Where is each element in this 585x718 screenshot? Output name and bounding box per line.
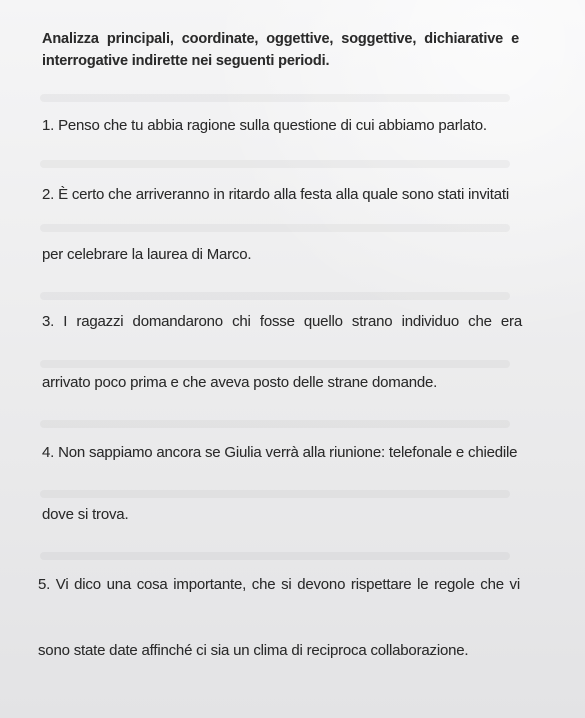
exercise-title-line-2: interrogative indirette nei seguenti periodi. — [42, 53, 330, 69]
bleed-through-line — [40, 160, 510, 168]
bleed-through-line — [40, 224, 510, 232]
sentence-2-line-1: 2. È certo che arriveranno in ritardo alla festa alla quale sono stati invitati — [42, 186, 509, 203]
sentence-2-line-2: per celebrare la laurea di Marco. — [42, 246, 252, 263]
sentence-1-line-1: 1. Penso che tu abbia ragione sulla questione di cui abbiamo parlato. — [42, 117, 487, 134]
sentence-5-line-1: 5. Vi dico una cosa importante, che si devono rispettare le regole che vi — [38, 576, 520, 593]
bleed-through-line — [40, 420, 510, 428]
sentence-4-line-1: 4. Non sappiamo ancora se Giulia verrà alla riunione: telefonale e chiedile — [42, 444, 518, 461]
sentence-4-line-2: dove si trova. — [42, 506, 129, 523]
bleed-through-line — [40, 94, 510, 102]
sentence-3-line-1: 3. I ragazzi domandarono chi fosse quello strano individuo che era — [42, 313, 522, 330]
bleed-through-line — [40, 552, 510, 560]
bleed-through-line — [40, 360, 510, 368]
exercise-title-line-1: Analizza principali, coordinate, oggettive, soggettive, dichiarative e — [42, 31, 519, 47]
sentence-5-line-2: sono state date affinché ci sia un clima di reciproca collaborazione. — [38, 642, 469, 659]
sentence-3-line-2: arrivato poco prima e che aveva posto delle strane domande. — [42, 374, 438, 391]
bleed-through-line — [40, 490, 510, 498]
bleed-through-line — [40, 292, 510, 300]
